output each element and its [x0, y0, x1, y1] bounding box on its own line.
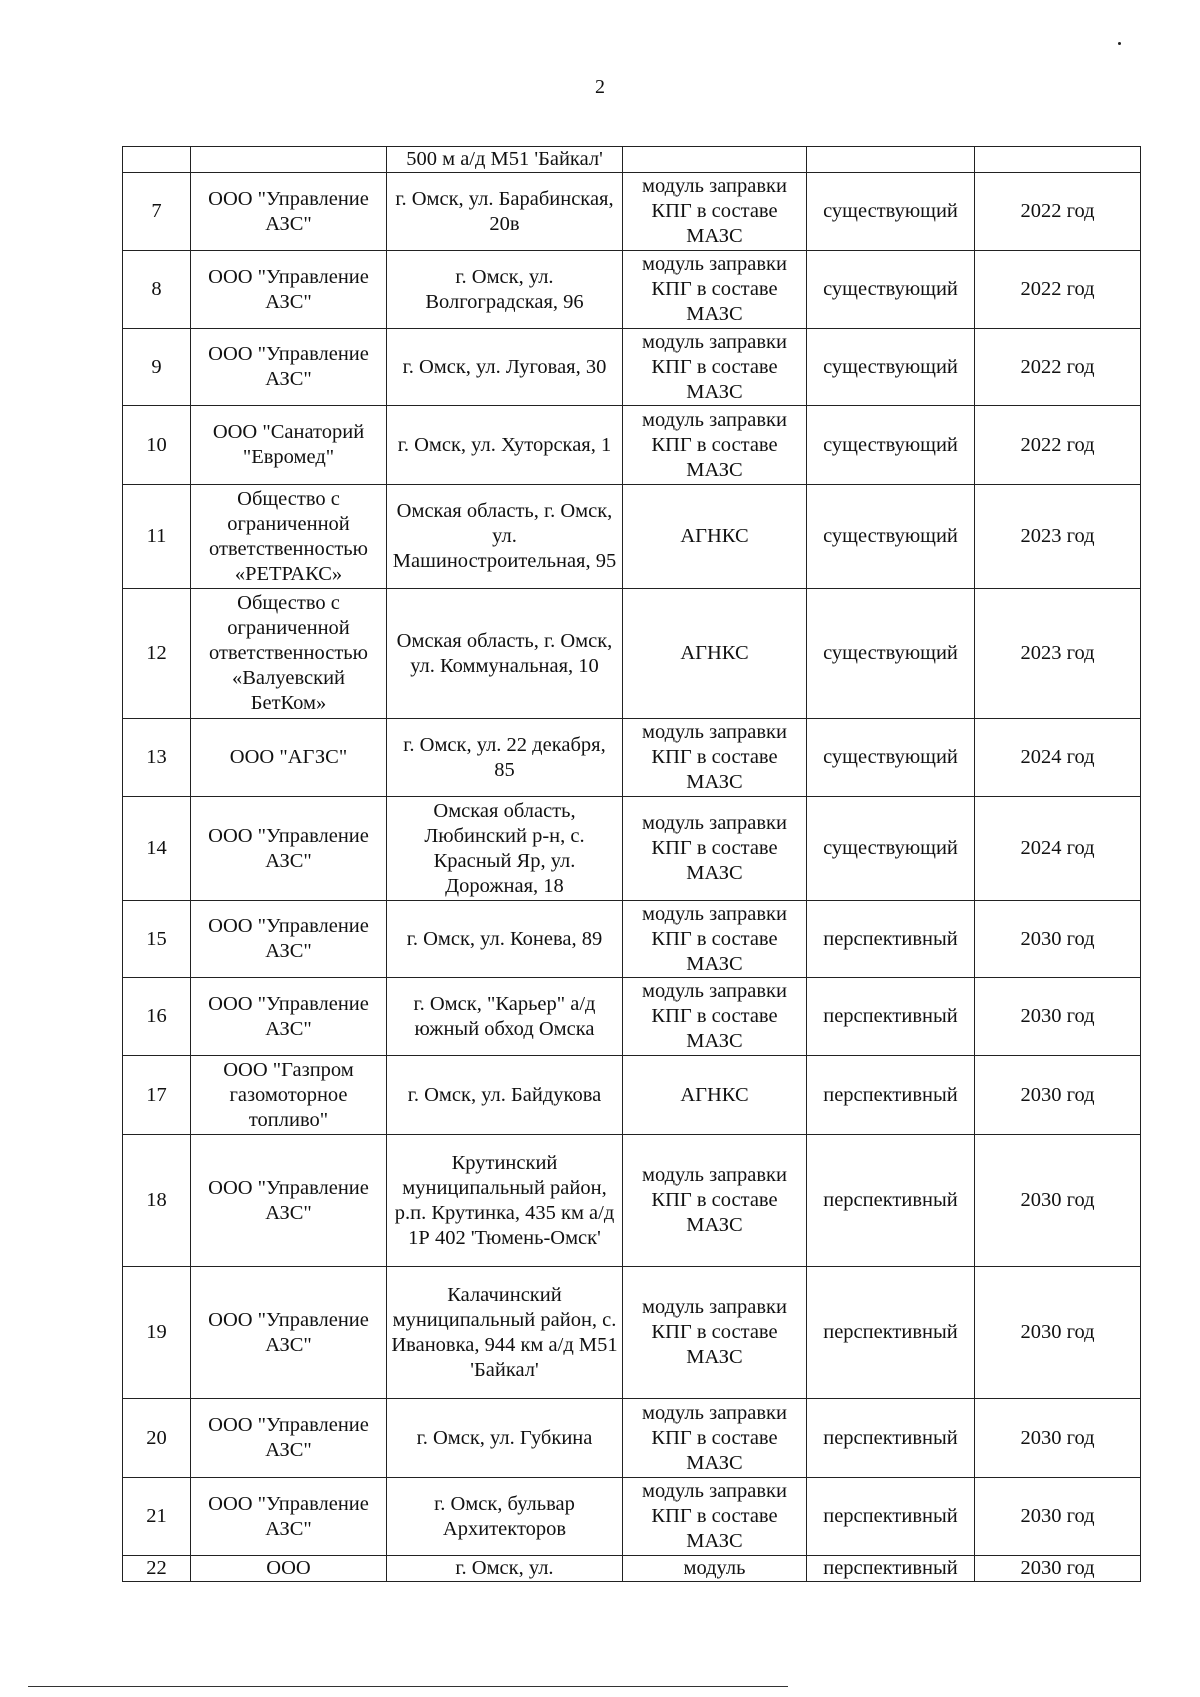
scan-speck: [1118, 42, 1121, 45]
cell-num: [123, 147, 191, 173]
cell-address: 500 м а/д М51 'Байкал': [387, 147, 623, 173]
cell-year: 2030 год: [975, 901, 1141, 978]
cell-address: г. Омск, ул. Конева, 89: [387, 901, 623, 978]
table-row: [123, 1556, 1141, 1582]
cell-status: перспективный: [807, 1135, 975, 1267]
scan-edge-line: [28, 1686, 788, 1687]
cell-address: Калачинский муниципальный район, с. Ивановка, 944 км а/д М51 'Байкал': [387, 1267, 623, 1399]
cell-address: г. Омск, ул. Губкина: [387, 1399, 623, 1478]
cell-org: Общество с ограниченной ответственностью «РЕТРАКС»: [191, 485, 387, 589]
cell-type: модуль заправки КПГ в составе МАЗС: [623, 1267, 807, 1399]
cell-year: 2030 год: [975, 1556, 1141, 1582]
cell-num: 15: [123, 901, 191, 978]
cell-year: 2030 год: [975, 1478, 1141, 1556]
cell-num: 17: [123, 1056, 191, 1135]
cell-type: модуль заправки КПГ в составе МАЗС: [623, 901, 807, 978]
cell-num: 19: [123, 1267, 191, 1399]
cell-num: 22: [123, 1556, 191, 1582]
table-row: [123, 1478, 1141, 1556]
cell-type: модуль заправки КПГ в составе МАЗС: [623, 719, 807, 797]
cell-year: 2023 год: [975, 589, 1141, 719]
cell-status: перспективный: [807, 901, 975, 978]
cell-org: ООО "Управление АЗС": [191, 251, 387, 329]
cell-year: 2022 год: [975, 406, 1141, 485]
cell-org: ООО "Управление АЗС": [191, 1135, 387, 1267]
cell-num: 10: [123, 406, 191, 485]
cell-num: 20: [123, 1399, 191, 1478]
cell-org: Общество с ограниченной ответственностью «Валуевский БетКом»: [191, 589, 387, 719]
cell-status: перспективный: [807, 978, 975, 1056]
cell-type: АГНКС: [623, 485, 807, 589]
cell-num: 9: [123, 329, 191, 406]
cell-org: ООО "Управление АЗС": [191, 1267, 387, 1399]
cell-year: 2022 год: [975, 173, 1141, 251]
cell-status: перспективный: [807, 1267, 975, 1399]
table-row: [123, 485, 1141, 589]
cell-address: г. Омск, ул.: [387, 1556, 623, 1582]
cell-type: модуль заправки КПГ в составе МАЗС: [623, 329, 807, 406]
cell-org: ООО "Управление АЗС": [191, 797, 387, 901]
cell-status: перспективный: [807, 1556, 975, 1582]
cell-year: 2022 год: [975, 329, 1141, 406]
cell-status: существующий: [807, 406, 975, 485]
cell-type: модуль заправки КПГ в составе МАЗС: [623, 1399, 807, 1478]
cell-address: Омская область, Любинский р-н, с. Красный Яр, ул. Дорожная, 18: [387, 797, 623, 901]
table-row: [123, 1267, 1141, 1399]
cell-address: г. Омск, ул. Байдукова: [387, 1056, 623, 1135]
cell-status: перспективный: [807, 1399, 975, 1478]
cell-type: модуль заправки КПГ в составе МАЗС: [623, 251, 807, 329]
cell-num: 7: [123, 173, 191, 251]
cell-status: существующий: [807, 251, 975, 329]
cell-status: существующий: [807, 173, 975, 251]
cell-type: модуль заправки КПГ в составе МАЗС: [623, 978, 807, 1056]
cell-num: 21: [123, 1478, 191, 1556]
table-row: [123, 589, 1141, 719]
cell-num: 16: [123, 978, 191, 1056]
cell-year: 2024 год: [975, 797, 1141, 901]
cell-address: Омская область, г. Омск, ул. Машиностроительная, 95: [387, 485, 623, 589]
cell-address: г. Омск, ул. Луговая, 30: [387, 329, 623, 406]
cell-address: г. Омск, ул. Волгоградская, 96: [387, 251, 623, 329]
page-number: 2: [595, 76, 605, 98]
cell-status: [807, 147, 975, 173]
cell-address: Крутинский муниципальный район, р.п. Крутинка, 435 км а/д 1Р 402 'Тюмень-Омск': [387, 1135, 623, 1267]
cell-type: АГНКС: [623, 589, 807, 719]
table-row: [123, 1135, 1141, 1267]
cell-org: ООО "АГЗС": [191, 719, 387, 797]
cell-year: 2030 год: [975, 1267, 1141, 1399]
table-row: [123, 173, 1141, 251]
cell-type: модуль заправки КПГ в составе МАЗС: [623, 406, 807, 485]
cell-type: [623, 147, 807, 173]
cell-type: АГНКС: [623, 1056, 807, 1135]
cell-org: ООО "Управление АЗС": [191, 329, 387, 406]
cell-year: 2030 год: [975, 1135, 1141, 1267]
cell-status: перспективный: [807, 1056, 975, 1135]
cell-year: [975, 147, 1141, 173]
table-row: [123, 329, 1141, 406]
table-row: [123, 719, 1141, 797]
gas-stations-table: [122, 146, 1141, 1582]
cell-org: ООО: [191, 1556, 387, 1582]
cell-year: 2030 год: [975, 1056, 1141, 1135]
cell-year: 2024 год: [975, 719, 1141, 797]
cell-org: [191, 147, 387, 173]
cell-num: 18: [123, 1135, 191, 1267]
cell-address: г. Омск, "Карьер" а/д южный обход Омска: [387, 978, 623, 1056]
cell-num: 8: [123, 251, 191, 329]
cell-org: ООО "Управление АЗС": [191, 1478, 387, 1556]
table-row: [123, 797, 1141, 901]
cell-year: 2030 год: [975, 978, 1141, 1056]
cell-org: ООО "Управление АЗС": [191, 173, 387, 251]
cell-num: 11: [123, 485, 191, 589]
cell-address: г. Омск, ул. Барабинская, 20в: [387, 173, 623, 251]
cell-year: 2030 год: [975, 1399, 1141, 1478]
cell-type: модуль заправки КПГ в составе МАЗС: [623, 797, 807, 901]
cell-status: существующий: [807, 589, 975, 719]
cell-address: Омская область, г. Омск, ул. Коммунальная, 10: [387, 589, 623, 719]
table-row: [123, 1399, 1141, 1478]
table-row: [123, 406, 1141, 485]
cell-num: 13: [123, 719, 191, 797]
table-row: [123, 147, 1141, 173]
cell-status: существующий: [807, 797, 975, 901]
cell-year: 2023 год: [975, 485, 1141, 589]
cell-address: г. Омск, ул. Хуторская, 1: [387, 406, 623, 485]
cell-year: 2022 год: [975, 251, 1141, 329]
cell-org: ООО "Санаторий "Евромед": [191, 406, 387, 485]
cell-address: г. Омск, ул. 22 декабря, 85: [387, 719, 623, 797]
table-row: [123, 1056, 1141, 1135]
table-row: [123, 901, 1141, 978]
cell-status: существующий: [807, 329, 975, 406]
cell-org: ООО "Управление АЗС": [191, 978, 387, 1056]
cell-org: ООО "Управление АЗС": [191, 1399, 387, 1478]
table-row: [123, 978, 1141, 1056]
cell-status: перспективный: [807, 1478, 975, 1556]
cell-type: модуль заправки КПГ в составе МАЗС: [623, 1478, 807, 1556]
cell-num: 14: [123, 797, 191, 901]
table-row: [123, 251, 1141, 329]
cell-org: ООО "Газпром газомоторное топливо": [191, 1056, 387, 1135]
cell-status: существующий: [807, 485, 975, 589]
cell-status: существующий: [807, 719, 975, 797]
cell-org: ООО "Управление АЗС": [191, 901, 387, 978]
cell-num: 12: [123, 589, 191, 719]
cell-type: модуль заправки КПГ в составе МАЗС: [623, 1135, 807, 1267]
cell-type: модуль заправки КПГ в составе МАЗС: [623, 173, 807, 251]
cell-type: модуль: [623, 1556, 807, 1582]
cell-address: г. Омск, бульвар Архитекторов: [387, 1478, 623, 1556]
